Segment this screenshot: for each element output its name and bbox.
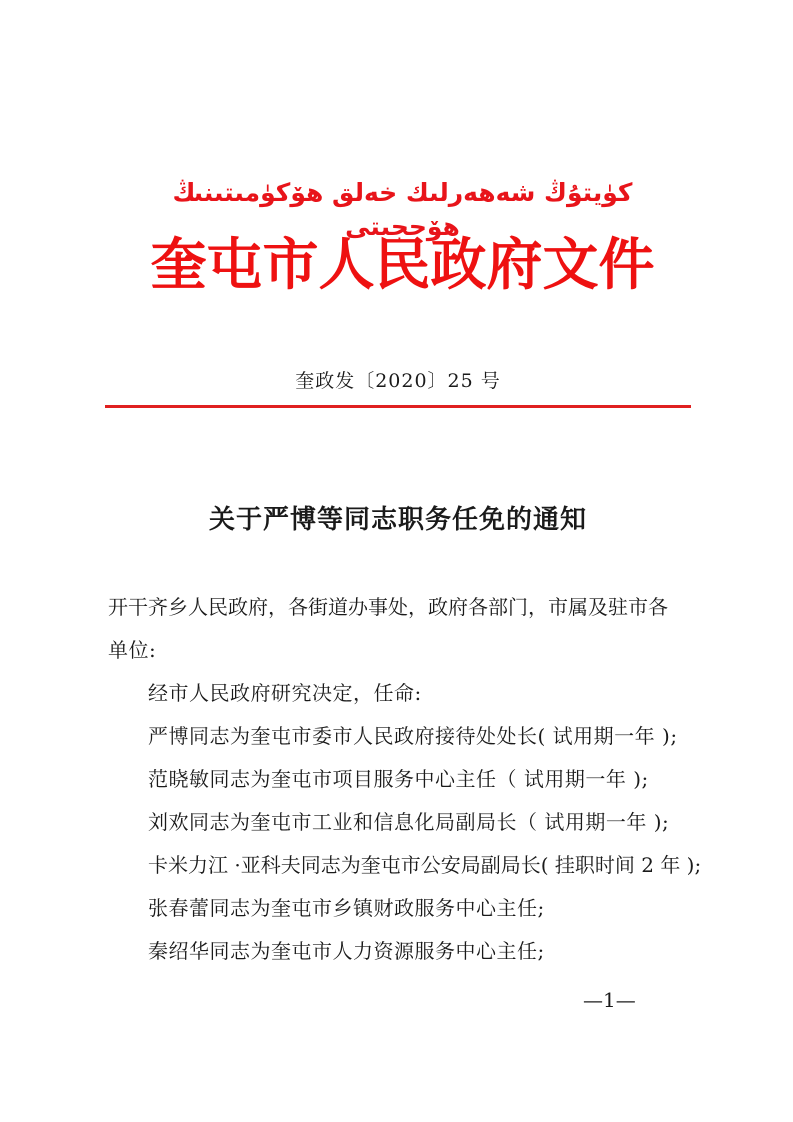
appointment-item: 张春蕾同志为奎屯市乡镇财政服务中心主任; — [148, 896, 545, 920]
appointment-item: 秦绍华同志为奎屯市人力资源服务中心主任; — [148, 939, 545, 963]
addressee-line: 开干齐乡人民政府，各街道办事处，政府各部门，市属及驻市各 — [108, 595, 668, 619]
intro-paragraph: 经市人民政府研究决定，任命: — [148, 681, 422, 705]
appointment-item: 卡米力江 ·亚科夫同志为奎屯市公安局副局长( 挂职时间 2 年 ); — [148, 853, 702, 877]
document-title: 关于严博等同志职务任免的通知 — [208, 505, 587, 535]
appointment-item: 刘欢同志为奎屯市工业和信息化局副局长（ 试用期一年 ); — [148, 810, 670, 834]
red-divider — [105, 405, 691, 408]
addressee-line: 单位: — [108, 638, 157, 662]
appointment-item: 范晓敏同志为奎屯市项目服务中心主任（ 试用期一年 ); — [148, 767, 649, 791]
appointment-item: 严博同志为奎屯市委市人民政府接待处处长( 试用期一年 ); — [148, 724, 678, 748]
page-number: —1— — [583, 988, 636, 1012]
document-number: 奎政发〔2020〕25 号 — [295, 370, 501, 392]
masthead-title: 奎屯市人民政府文件 — [150, 233, 655, 298]
masthead-uyghur: كۈيتۇڭ شەھەرلىك خەلق ھۆكۈمىتىنىڭ ھۆججىتى — [172, 178, 633, 241]
